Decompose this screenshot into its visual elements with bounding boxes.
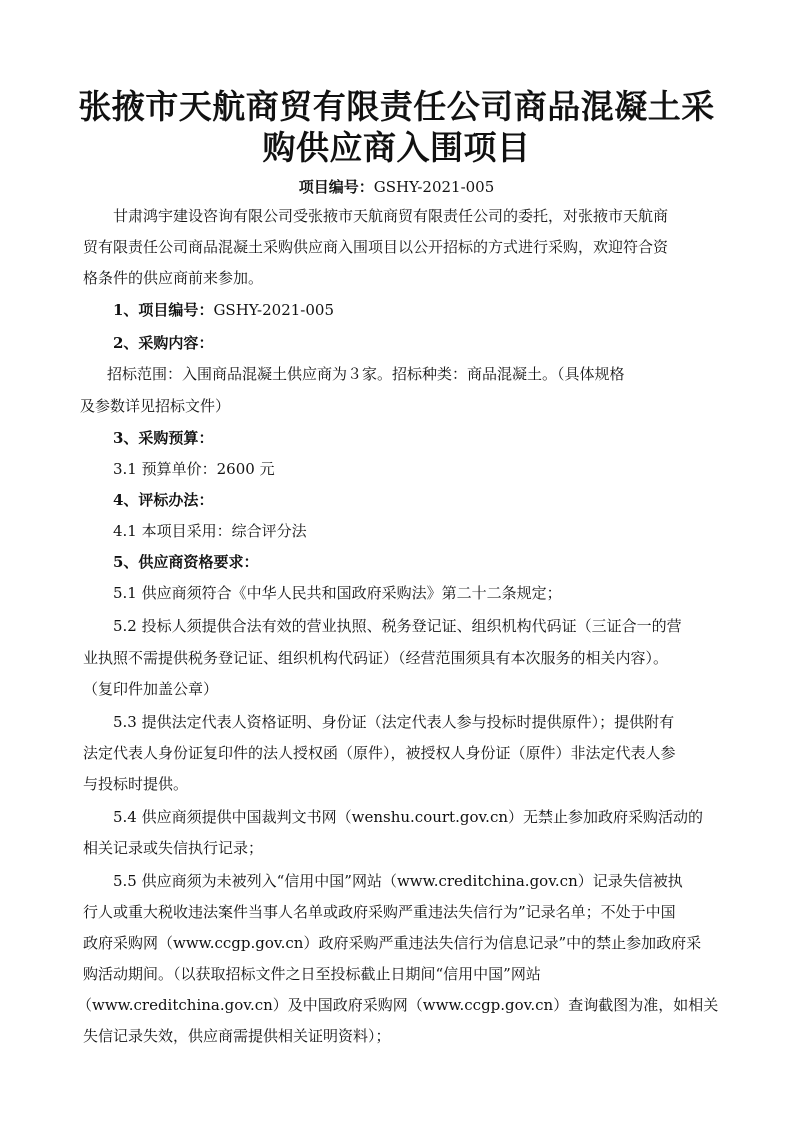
requirement-5-5-line-5: （www.creditchina.gov.cn）及中国政府采购网（www.ccgp.gov.cn）查询截图为准，如相关: [77, 996, 719, 1014]
section-1-heading: 1、项目编号：: [113, 301, 214, 319]
requirement-5-2-line-1: 5.2 投标人须提供合法有效的营业执照、税务登记证、组织机构代码证（三证合一的营: [113, 617, 682, 635]
requirement-5-3-line-3: 与投标时提供。: [83, 775, 189, 793]
intro-line-1: 甘肃鸿宇建设咨询有限公司受张掖市天航商贸有限责任公司的委托，对张掖市天航商: [113, 207, 669, 225]
section-4-heading: 4、评标办法：: [113, 491, 214, 509]
project-number: [0, 176, 793, 198]
project-number-value: GSHY-2021-005: [373, 178, 495, 196]
requirement-5-2-line-2: 业执照不需提供税务登记证、组织机构代码证）（经营范围须具有本次服务的相关内容）。: [83, 649, 669, 667]
requirement-5-2-line-3: （复印件加盖公章）: [83, 680, 219, 698]
requirement-5-4-line-2: 相关记录或失信执行记录；: [83, 839, 264, 857]
project-number-label: 项目编号：: [298, 178, 374, 196]
requirement-5-5-line-2: 行人或重大税收违法案件当事人名单或政府采购严重违法失信行为”记录名单；不处于中国: [83, 903, 676, 921]
requirement-5-5-line-1: 5.5 供应商须为未被列入“信用中国”网站（www.creditchina.gov.cn）记录失信被执: [113, 872, 683, 890]
section-2-heading: 2、采购内容：: [113, 334, 214, 352]
section-4-body: 4.1 本项目采用：综合评分法: [113, 522, 307, 540]
section-3-heading: 3、采购预算：: [113, 429, 214, 447]
section-1-value: GSHY-2021-005: [213, 301, 334, 319]
section-3-body: 3.1 预算单价：2600 元: [113, 460, 275, 478]
requirement-5-5-line-3: 政府采购网（www.ccgp.gov.cn）政府采购严重违法失信行为信息记录”中的禁止参加政府采: [83, 934, 702, 952]
requirement-5-1: 5.1 供应商须符合《中华人民共和国政府采购法》第二十二条规定；: [113, 584, 562, 602]
requirement-5-4-line-1: 5.4 供应商须提供中国裁判文书网（wenshu.court.gov.cn）无禁止参加政府采购活动的: [113, 808, 704, 826]
section-2-body-line-1: 招标范围：入围商品混凝土供应商为３家。招标种类：商品混凝土。（具体规格: [107, 365, 625, 383]
intro-line-3: 格条件的供应商前来参加。: [83, 269, 264, 287]
requirement-5-3-line-1: 5.3 提供法定代表人资格证明、身份证（法定代表人参与投标时提供原件）；提供附有: [113, 713, 675, 731]
doc-title-line-2: 购供应商入围项目: [262, 128, 531, 167]
section-5-heading: 5、供应商资格要求：: [113, 553, 259, 571]
section-1: [83, 299, 753, 321]
requirement-5-5-line-6: 失信记录失效，供应商需提供相关证明资料）；: [83, 1027, 391, 1045]
section-2-body-line-2: 及参数详见招标文件）: [80, 397, 231, 415]
intro-line-2: 贸有限责任公司商品混凝土采购供应商入围项目以公开招标的方式进行采购，欢迎符合资: [83, 238, 669, 256]
doc-title-line-1: 张掖市天航商贸有限责任公司商品混凝土采: [78, 87, 715, 126]
requirement-5-5-line-4: 购活动期间。（以获取招标文件之日至投标截止日期间“信用中国”网站: [83, 965, 541, 983]
requirement-5-3-line-2: 法定代表人身份证复印件的法人授权函（原件），被授权人身份证（原件）非法定代表人参: [83, 744, 676, 762]
